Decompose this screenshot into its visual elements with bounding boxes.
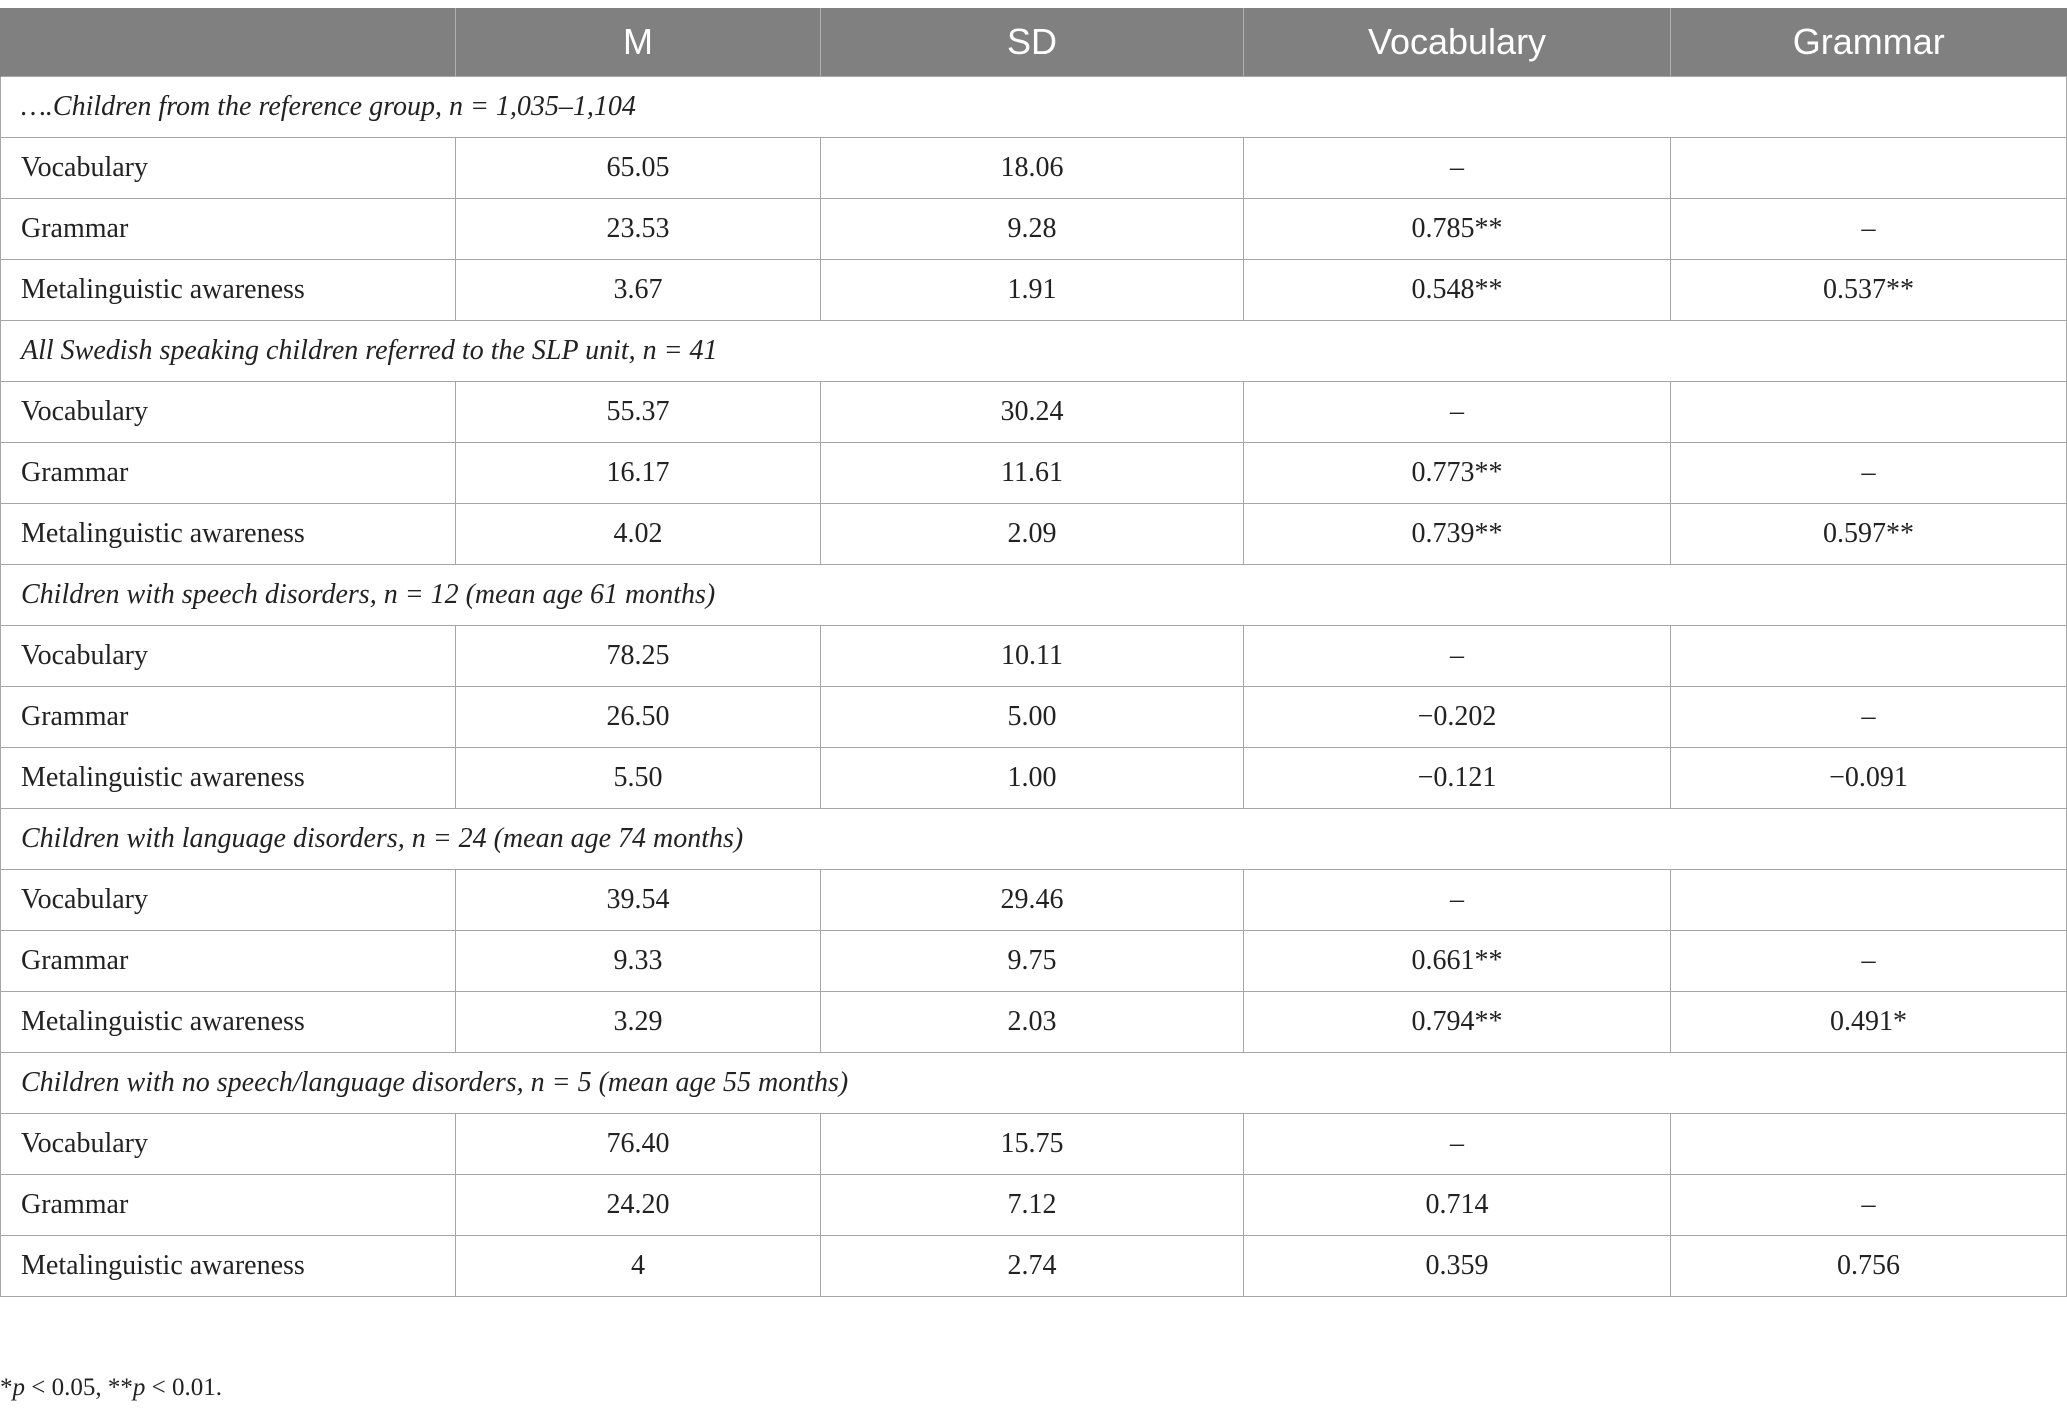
cell-grammar: –	[1671, 1175, 2067, 1236]
cell-m: 24.20	[456, 1175, 821, 1236]
cell-m: 26.50	[456, 687, 821, 748]
cell-vocabulary: –	[1244, 1114, 1671, 1175]
footnote	[0, 1374, 222, 1402]
cell-sd: 30.24	[821, 382, 1244, 443]
cell-sd: 1.00	[821, 748, 1244, 809]
row-label: Grammar	[1, 931, 456, 992]
cell-m: 16.17	[456, 443, 821, 504]
header-grammar: Grammar	[1671, 8, 2067, 77]
footnote-p-2: p	[132, 1374, 146, 1401]
cell-grammar: 0.597**	[1671, 504, 2067, 565]
group-header-row	[1, 1053, 2067, 1114]
cell-vocabulary: –	[1244, 382, 1671, 443]
table-row	[1, 1175, 2067, 1236]
table-row	[1, 748, 2067, 809]
group-title: Children with speech disorders, n = 12 (mean age 61 months)	[1, 565, 2067, 626]
cell-vocabulary: 0.661**	[1244, 931, 1671, 992]
cell-grammar: −0.091	[1671, 748, 2067, 809]
cell-grammar: –	[1671, 443, 2067, 504]
header-row	[1, 8, 2067, 77]
table-row	[1, 931, 2067, 992]
group-title: ….Children from the reference group, n = 1,035–1,104	[1, 77, 2067, 138]
cell-vocabulary: –	[1244, 870, 1671, 931]
cell-m: 78.25	[456, 626, 821, 687]
header-blank	[1, 8, 456, 77]
cell-vocabulary: 0.359	[1244, 1236, 1671, 1297]
group-title: Children with language disorders, n = 24 (mean age 74 months)	[1, 809, 2067, 870]
cell-grammar: –	[1671, 931, 2067, 992]
row-label: Metalinguistic awareness	[1, 748, 456, 809]
row-label: Vocabulary	[1, 1114, 456, 1175]
cell-grammar: 0.537**	[1671, 260, 2067, 321]
cell-m: 4	[456, 1236, 821, 1297]
cell-vocabulary: 0.785**	[1244, 199, 1671, 260]
cell-sd: 2.09	[821, 504, 1244, 565]
cell-sd: 1.91	[821, 260, 1244, 321]
cell-vocabulary: 0.773**	[1244, 443, 1671, 504]
cell-m: 39.54	[456, 870, 821, 931]
row-label: Vocabulary	[1, 382, 456, 443]
cell-vocabulary: –	[1244, 626, 1671, 687]
row-label: Grammar	[1, 1175, 456, 1236]
row-label: Metalinguistic awareness	[1, 260, 456, 321]
cell-vocabulary: −0.121	[1244, 748, 1671, 809]
table-row	[1, 870, 2067, 931]
cell-sd: 2.74	[821, 1236, 1244, 1297]
group-title: All Swedish speaking children referred to the SLP unit, n = 41	[1, 321, 2067, 382]
cell-sd: 18.06	[821, 138, 1244, 199]
header-m: M	[456, 8, 821, 77]
cell-grammar	[1671, 870, 2067, 931]
table-row	[1, 199, 2067, 260]
header-sd: SD	[821, 8, 1244, 77]
group-header-row	[1, 77, 2067, 138]
cell-sd: 11.61	[821, 443, 1244, 504]
cell-m: 4.02	[456, 504, 821, 565]
row-label: Metalinguistic awareness	[1, 992, 456, 1053]
table-row	[1, 504, 2067, 565]
cell-sd: 9.28	[821, 199, 1244, 260]
row-label: Vocabulary	[1, 626, 456, 687]
cell-vocabulary: 0.714	[1244, 1175, 1671, 1236]
cell-m: 76.40	[456, 1114, 821, 1175]
cell-grammar: –	[1671, 687, 2067, 748]
cell-m: 9.33	[456, 931, 821, 992]
table-row	[1, 138, 2067, 199]
table-row	[1, 1114, 2067, 1175]
cell-vocabulary: 0.794**	[1244, 992, 1671, 1053]
row-label: Vocabulary	[1, 870, 456, 931]
cell-sd: 15.75	[821, 1114, 1244, 1175]
cell-sd: 9.75	[821, 931, 1244, 992]
footnote-text-1: < 0.05, **	[25, 1374, 133, 1401]
cell-vocabulary: −0.202	[1244, 687, 1671, 748]
row-label: Grammar	[1, 687, 456, 748]
cell-m: 3.67	[456, 260, 821, 321]
cell-grammar: 0.491*	[1671, 992, 2067, 1053]
cell-m: 65.05	[456, 138, 821, 199]
cell-sd: 2.03	[821, 992, 1244, 1053]
cell-grammar: 0.756	[1671, 1236, 2067, 1297]
row-label: Grammar	[1, 199, 456, 260]
cell-grammar	[1671, 382, 2067, 443]
table-row	[1, 626, 2067, 687]
cell-vocabulary: 0.739**	[1244, 504, 1671, 565]
cell-vocabulary: –	[1244, 138, 1671, 199]
group-title: Children with no speech/language disorders, n = 5 (mean age 55 months)	[1, 1053, 2067, 1114]
cell-grammar	[1671, 1114, 2067, 1175]
table-row	[1, 992, 2067, 1053]
cell-m: 3.29	[456, 992, 821, 1053]
table-row	[1, 260, 2067, 321]
cell-sd: 10.11	[821, 626, 1244, 687]
group-header-row	[1, 321, 2067, 382]
cell-grammar	[1671, 138, 2067, 199]
footnote-p-1: p	[12, 1374, 25, 1401]
cell-grammar	[1671, 626, 2067, 687]
table-body	[1, 77, 2067, 1297]
cell-sd: 5.00	[821, 687, 1244, 748]
row-label: Metalinguistic awareness	[1, 1236, 456, 1297]
table-row	[1, 443, 2067, 504]
cell-m: 23.53	[456, 199, 821, 260]
cell-m: 5.50	[456, 748, 821, 809]
cell-m: 55.37	[456, 382, 821, 443]
footnote-mark-1: *	[0, 1374, 13, 1401]
row-label: Vocabulary	[1, 138, 456, 199]
correlation-table	[0, 8, 2067, 1297]
row-label: Metalinguistic awareness	[1, 504, 456, 565]
cell-sd: 7.12	[821, 1175, 1244, 1236]
table-row	[1, 687, 2067, 748]
group-header-row	[1, 565, 2067, 626]
group-header-row	[1, 809, 2067, 870]
footnote-text-2: < 0.01.	[145, 1374, 222, 1401]
cell-sd: 29.46	[821, 870, 1244, 931]
cell-grammar: –	[1671, 199, 2067, 260]
table-row	[1, 382, 2067, 443]
table-row	[1, 1236, 2067, 1297]
header-vocabulary: Vocabulary	[1244, 8, 1671, 77]
row-label: Grammar	[1, 443, 456, 504]
cell-vocabulary: 0.548**	[1244, 260, 1671, 321]
